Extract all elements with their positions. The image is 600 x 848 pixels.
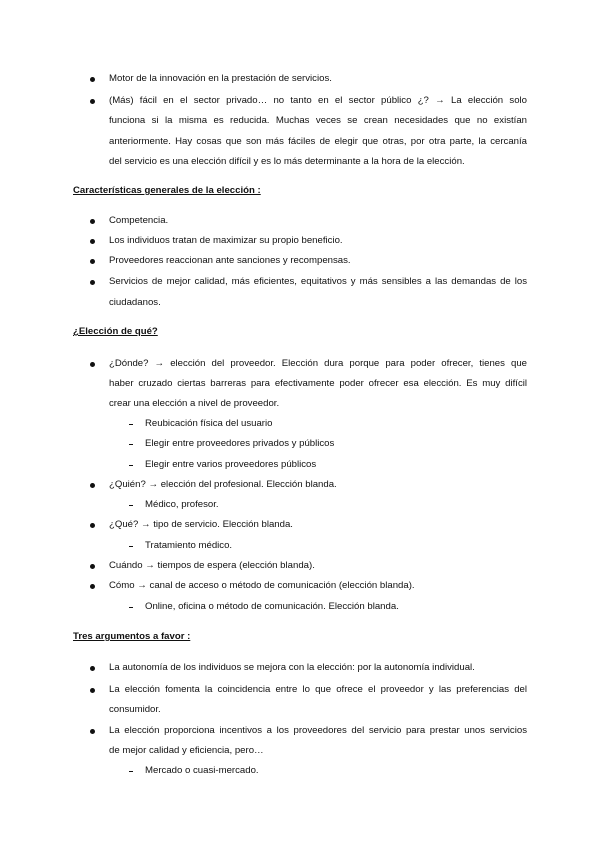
list-item-continuation: ciudadanos.	[109, 297, 161, 308]
list-item-continuation: anteriormente. Hay cosas que son más fáciles de elegir que otras, por otra parte, la cercanía	[109, 136, 527, 147]
list-item: Competencia.	[109, 215, 169, 226]
bullet-icon	[90, 219, 95, 224]
list-item: Cuándo → tiempos de espera (elección blanda).	[109, 560, 315, 571]
dash-icon	[129, 771, 133, 772]
sub-list-item: Médico, profesor.	[145, 499, 219, 510]
list-item: ¿Quién? → elección del profesional. Elección blanda.	[109, 479, 337, 490]
sub-list-item: Elegir entre proveedores privados y públicos	[145, 438, 335, 449]
list-item: ¿Dónde? → elección del proveedor. Elección dura porque para poder ofrecer, tienes que	[109, 358, 527, 369]
list-item: Proveedores reaccionan ante sanciones y recompensas.	[109, 255, 351, 266]
list-item: (Más) fácil en el sector privado… no tanto en el sector público ¿? → La elección solo	[109, 95, 527, 106]
list-item: Los individuos tratan de maximizar su propio beneficio.	[109, 235, 343, 246]
bullet-icon	[90, 564, 95, 569]
list-item: Motor de la innovación en la prestación de servicios.	[109, 73, 332, 84]
list-item-continuation: funciona si la misma es reducida. Muchas veces se crean necesidades que no existían	[109, 115, 527, 126]
list-item-continuation: del servicio es una elección difícil y es lo más determinante a la hora de la elección.	[109, 156, 465, 167]
bullet-icon	[90, 584, 95, 589]
list-item: Servicios de mejor calidad, más eficientes, equitativos y más sensibles a las demandas de los	[109, 276, 527, 287]
sub-list-item: Online, oficina o método de comunicación. Elección blanda.	[145, 601, 399, 612]
bullet-icon	[90, 666, 95, 671]
list-item: La elección fomenta la coincidencia entre lo que ofrece el proveedor y las preferencias del	[109, 684, 527, 695]
sub-list-item: Tratamiento médico.	[145, 540, 233, 551]
list-item-continuation: consumidor.	[109, 704, 161, 715]
bullet-icon	[90, 259, 95, 264]
list-item: La autonomía de los individuos se mejora con la elección: por la autonomía individual.	[109, 662, 475, 673]
list-item-continuation: haber cruzado ciertas barreras para efectivamente poder ofrecer esa elección. Es muy difícil	[109, 378, 527, 389]
bullet-icon	[90, 99, 95, 104]
dash-icon	[129, 607, 133, 608]
dash-icon	[129, 465, 133, 466]
section-heading: ¿Elección de qué?	[73, 326, 158, 337]
list-item-continuation: de mejor calidad y eficiencia, pero…	[109, 745, 264, 756]
bullet-icon	[90, 688, 95, 693]
list-item: ¿Qué? → tipo de servicio. Elección blanda.	[109, 519, 293, 530]
bullet-icon	[90, 729, 95, 734]
sub-list-item: Reubicación física del usuario	[145, 418, 273, 429]
bullet-icon	[90, 523, 95, 528]
bullet-icon	[90, 239, 95, 244]
dash-icon	[129, 505, 133, 506]
list-item: La elección proporciona incentivos a los proveedores del servicio para prestar unos servicios	[109, 725, 527, 736]
list-item: Cómo → canal de acceso o método de comunicación (elección blanda).	[109, 580, 415, 591]
list-item-continuation: crear una elección a nivel de proveedor.	[109, 398, 280, 409]
sub-list-item: Mercado o cuasi-mercado.	[145, 765, 259, 776]
section-heading: Tres argumentos a favor :	[73, 631, 191, 642]
dash-icon	[129, 424, 133, 425]
bullet-icon	[90, 77, 95, 82]
bullet-icon	[90, 483, 95, 488]
bullet-icon	[90, 362, 95, 367]
bullet-icon	[90, 280, 95, 285]
dash-icon	[129, 444, 133, 445]
section-heading: Características generales de la elección :	[73, 185, 261, 196]
dash-icon	[129, 546, 133, 547]
sub-list-item: Elegir entre varios proveedores públicos	[145, 459, 317, 470]
